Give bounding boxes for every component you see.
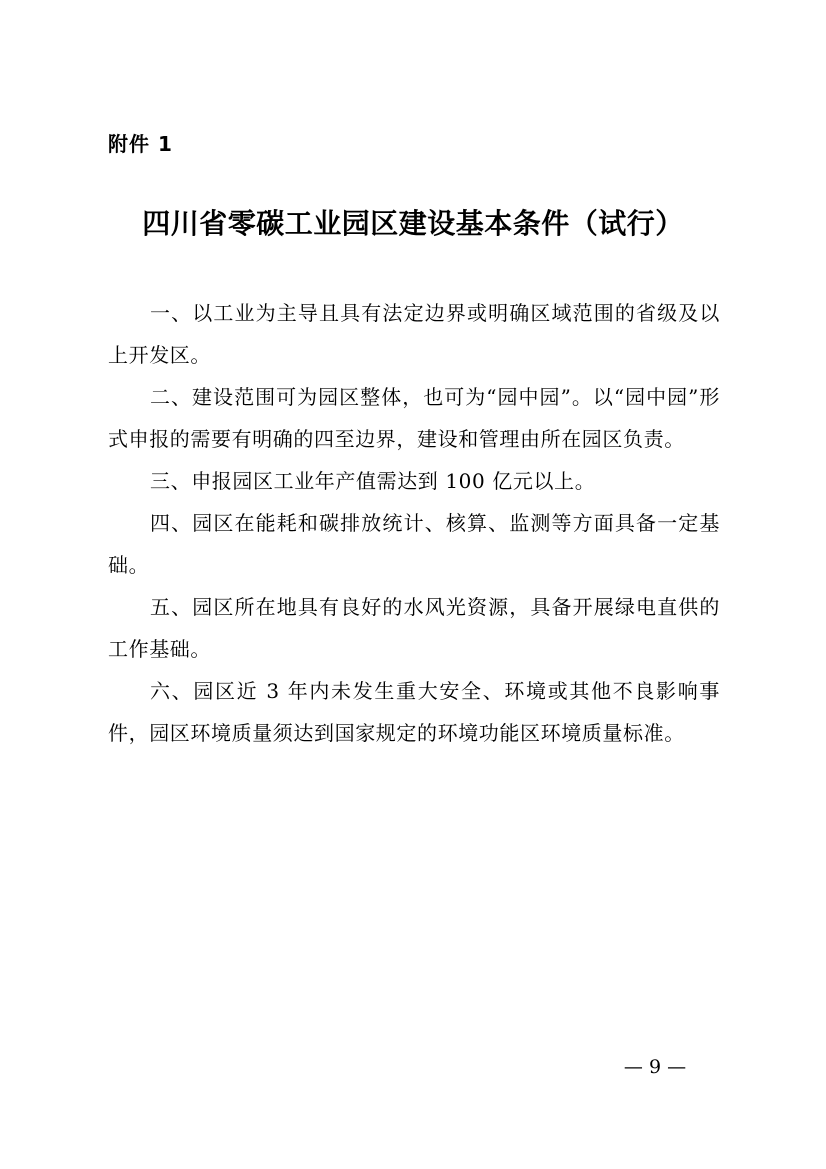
condition-paragraph-3: 三、申报园区工业年产值需达到 100 亿元以上。 <box>150 469 596 493</box>
condition-paragraph-5: 五、园区所在地具有良好的水风光资源，具备开展绿电直供的工作基础。 <box>108 595 720 661</box>
document-body <box>108 292 720 754</box>
condition-paragraph-6: 六、园区近 3 年内未发生重大安全、环境或其他不良影响事件，园区环境质量须达到国家规定的环境功能区环境质量标准。 <box>108 679 720 745</box>
condition-paragraph-1: 一、以工业为主导且具有法定边界或明确区域范围的省级及以上开发区。 <box>108 301 720 367</box>
condition-paragraph-4: 四、园区在能耗和碳排放统计、核算、监测等方面具备一定基础。 <box>108 511 720 577</box>
document-title: 四川省零碳工业园区建设基本条件（试行） <box>142 207 684 240</box>
page-number: — 9 — <box>623 1056 687 1078</box>
condition-paragraph-2: 二、建设范围可为园区整体，也可为“园中园”。以“园中园”形式申报的需要有明确的四至边界，建设和管理由所在园区负责。 <box>108 385 720 451</box>
attachment-label: 附件 1 <box>108 132 173 156</box>
